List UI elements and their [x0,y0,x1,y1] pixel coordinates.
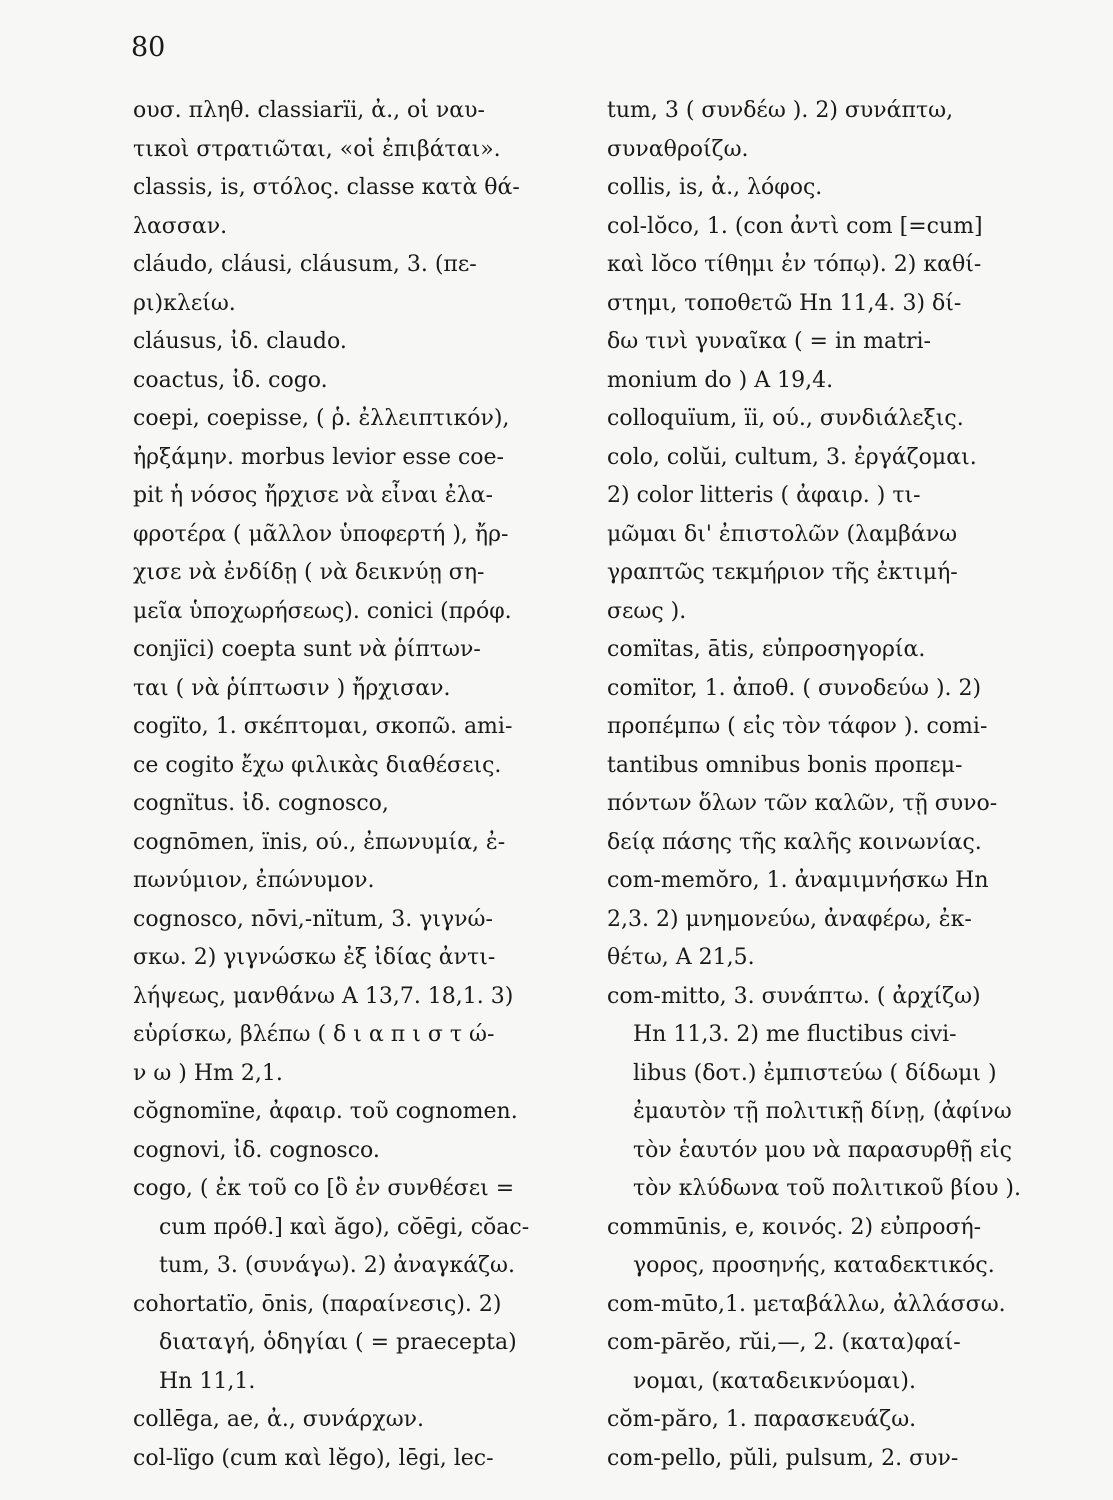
entry-line: διαταγή, ὁδηγίαι ( = praecepta) [159,1330,517,1355]
entry-line: cognosco, nōvi,-nïtum, 3. γιγνώ- [133,906,493,932]
left-column [133,92,573,1478]
entry-line: comïtas, ātis, εὐπροσηγορία. [607,637,926,662]
page-number: 80 [131,32,166,63]
entry-line: τικοὶ στρατιῶται, «οἱ ἐπιβάται». [133,136,501,162]
entry-line: 2) color litteris ( ἀφαιρ. ) τι- [607,483,921,508]
entry-line: σκω. 2) γιγνώσκω ἐξ ἰδίας ἀντι- [133,945,496,970]
entry-line: colloquïum, ïi, ού., συνδιάλεξις. [607,406,964,431]
entry-line: libus (δοτ.) ἐμπιστεύω ( δίδωμι ) [633,1060,997,1086]
entry-line: Hn 11,1. [159,1368,256,1394]
entry-line: tum, 3 ( συνδέω ). 2) συνάπτω, [607,98,954,123]
entry-line: com-memŏro, 1. ἀναμιμνήσκω Hn [607,868,989,893]
entry-line: εὑρίσκω, βλέπω ( δ ι α π ι σ τ ώ- [133,1022,495,1047]
entry-line: coepi, coepisse, ( ῥ. ἐλλειπτικόν), [133,406,510,431]
entry-line: μῶμαι δι' ἐπιστολῶν (λαμβάνω [607,521,958,547]
entry-line: cohortatïo, ōnis, (παραίνεσις). 2) [133,1291,502,1317]
entry-line: cognovi, ἰδ. cognosco. [133,1137,380,1163]
entry-line: συναθροίζω. [607,136,749,162]
entry-line: col-lŏco, 1. (con ἀντὶ com [=cum] [607,213,983,239]
right-column [607,92,1057,1478]
entry-line: σεως ). [607,598,687,624]
entry-line: ται ( νὰ ῥίπτωσιν ) ἤρχισαν. [133,675,451,701]
entry-line: δω τινὶ γυναῖκα ( = in matri- [607,329,931,354]
entry-line: tum, 3. (συνάγω). 2) ἀναγκάζω. [159,1253,515,1278]
entry-line: τὸν ἑαυτόν μου νὰ παρασυρθῇ εἰς [633,1137,1012,1163]
entry-line: coactus, ἰδ. cogo. [133,367,328,393]
entry-line: δείᾳ πάσης τῆς καλῆς κοινωνίας. [607,829,982,855]
entry-line: comïtor, 1. ἀποθ. ( συνοδεύω ). 2) [607,675,982,701]
entry-line: cognïtus. ἰδ. cognosco, [133,791,389,816]
entry-line: Hn 11,3. 2) me fluctibus civi- [633,1022,957,1047]
entry-line: γραπτῶς τεκμήριον τῆς ἐκτιμή- [607,560,958,585]
entry-line: χισε νὰ ἐνδίδῃ ( νὰ δεικνύῃ ση- [133,560,485,585]
entry-line: ce cogito ἔχω φιλικὰς διαθέσεις. [133,752,502,778]
entry-line: γορος, προσηνής, καταδεκτικός. [633,1253,995,1278]
entry-line: ν ω ) Hm 2,1. [133,1060,283,1086]
entry-line: ἐμαυτὸν τῇ πολιτικῇ δίνῃ, (ἀφίνω [633,1099,1012,1124]
entry-line: λασσαν. [133,213,228,239]
entry-line: ἠρξάμην. morbus levior esse coe- [133,444,504,470]
entry-line: colo, colŭi, cultum, 3. ἐργάζομαι. [607,444,977,470]
entry-line: collis, is, ἀ., λόφος. [607,175,823,200]
entry-line: cláusus, ἰδ. claudo. [133,329,347,354]
entry-line: conjïci) coepta sunt νὰ ῥίπτων- [133,637,481,662]
entry-line: 2,3. 2) μνημονεύω, ἀναφέρω, ἐκ- [607,906,972,932]
entry-line: καὶ lŏco τίθημι ἐν τόπῳ). 2) καθί- [607,252,982,277]
entry-line: προπέμπω ( εἰς τὸν τάφον ). comi- [607,714,988,739]
entry-line: cŏm-păro, 1. παρασκευάζω. [607,1407,917,1432]
entry-line: commūnis, e, κοινός. 2) εὐπροσή- [607,1214,982,1240]
entry-line: λήψεως, μανθάνω Α 13,7. 18,1. 3) [133,983,514,1009]
entry-line: col-lïgo (cum καὶ lĕgo), lēgi, lec- [133,1445,494,1471]
entry-line: μεῖα ὑποχωρήσεως). conici (πρόφ. [133,598,512,624]
entry-line: com-pello, pŭli, pulsum, 2. συν- [607,1445,959,1471]
entry-line: monium do ) Α 19,4. [607,367,834,393]
entry-line: νομαι, (καταδεικνύομαι). [633,1368,916,1394]
entry-line: φροτέρα ( μᾶλλον ὑποφερτή ), ἤρ- [133,521,509,547]
entry-line: ουσ. πληθ. classiarïi, ἀ., οἱ ναυ- [133,98,485,123]
entry-line: cogo, ( ἐκ τοῦ co [ὃ ἐν συνθέσει = [133,1176,515,1201]
entry-line: cláudo, cláusi, cláusum, 3. (πε- [133,252,477,277]
entry-line: cum πρόθ.] καὶ ăgo), cŏēgi, cŏac- [159,1214,530,1240]
entry-line: pit ἡ νόσος ἤρχισε νὰ εἶναι ἐλα- [133,483,493,508]
entry-line: θέτω, Α 21,5. [607,945,755,970]
entry-line: πόντων ὅλων τῶν καλῶν, τῇ συνο- [607,791,998,816]
entry-line: τὸν κλύδωνα τοῦ πολιτικοῦ βίου ). [633,1176,1022,1201]
entry-line: στημι, τοποθετῶ Hn 11,4. 3) δί- [607,290,962,316]
entry-line: com-mitto, 3. συνάπτω. ( ἀρχίζω) [607,983,981,1009]
entry-line: cŏgnomïne, ἀφαιρ. τοῦ cognomen. [133,1099,518,1124]
entry-line: cognōmen, ïnis, ού., ἐπωνυμία, ἐ- [133,829,506,855]
entry-line: com-mūto,1. μεταβάλλω, ἀλλάσσω. [607,1291,1006,1317]
entry-line: com-pārĕo, rŭi,—, 2. (κατα)φαί- [607,1330,961,1355]
entry-line: collēga, ae, ἀ., συνάρχων. [133,1407,424,1432]
entry-line: tantibus omnibus bonis προπεμ- [607,752,963,778]
entry-line: classis, is, στόλος. classe κατὰ θά- [133,175,520,200]
entry-line: πωνύμιον, ἐπώνυμον. [133,868,375,893]
entry-line: cogïto, 1. σκέπτομαι, σκοπῶ. ami- [133,714,513,739]
entry-line: ρι)κλείω. [133,290,236,316]
